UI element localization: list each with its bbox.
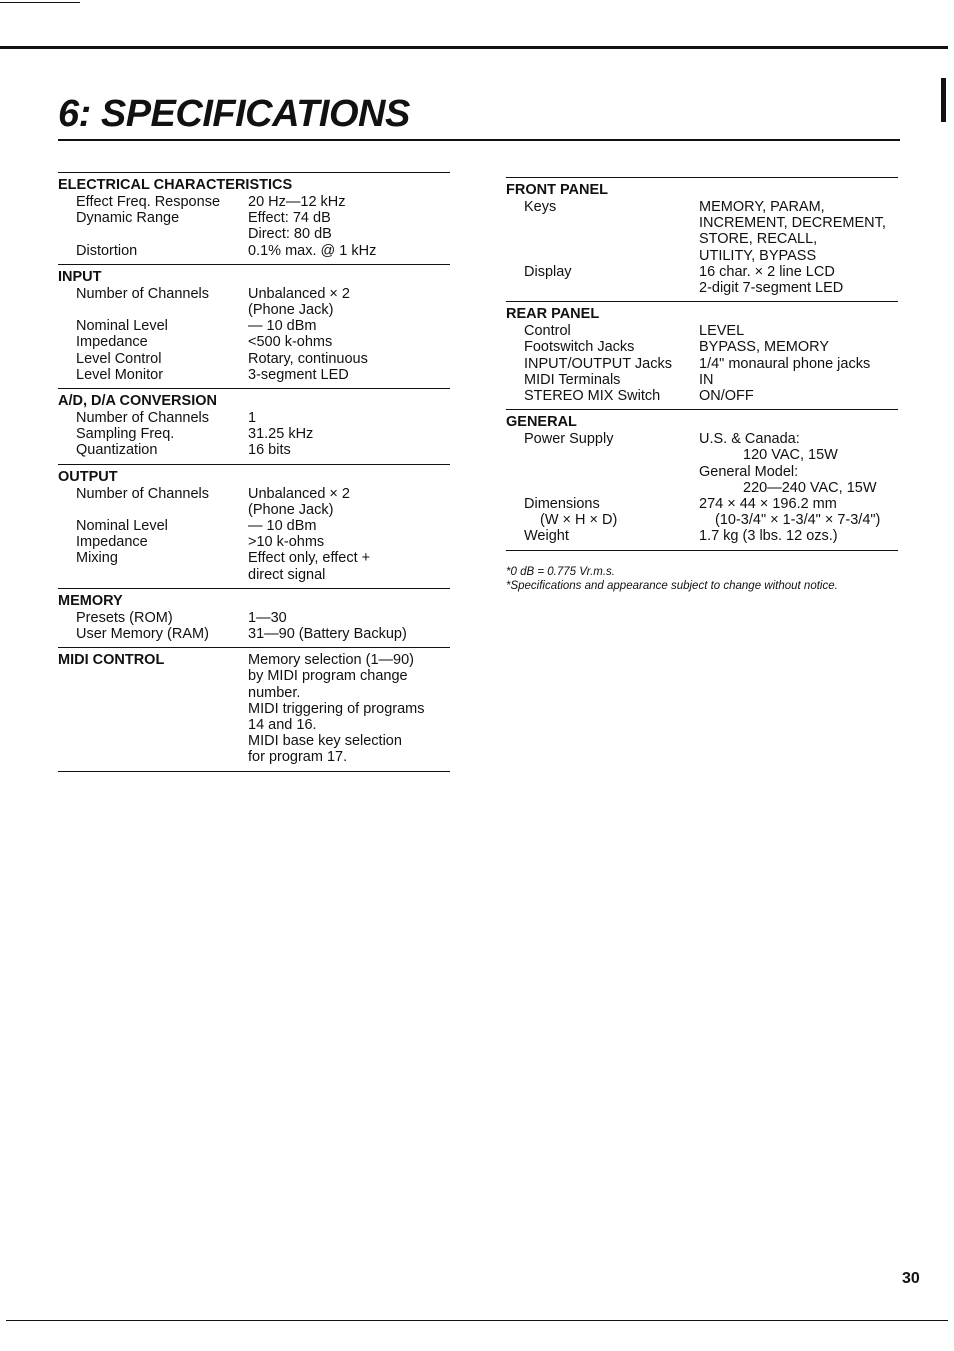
spec-label: User Memory (RAM) [76, 626, 209, 643]
spec-label: Dimensions [524, 496, 600, 513]
section-heading: GENERAL [506, 414, 577, 431]
spec-value [699, 323, 898, 339]
spec-row [506, 356, 898, 372]
spec-value-line: 31.25 kHz [248, 426, 314, 443]
spec-value-line: Effect only, effect + [248, 550, 371, 567]
spec-value [248, 318, 450, 334]
midi-control-line: MIDI triggering of programs [248, 700, 425, 717]
spec-value-line: 3-segment LED [248, 366, 349, 383]
spec-row [58, 351, 450, 367]
spec-label: Sampling Freq. [76, 426, 175, 443]
spec-label: MIDI Terminals [524, 371, 621, 388]
section-heading: MIDI CONTROL [58, 652, 165, 669]
spec-value-line: 1/4" monaural phone jacks [699, 355, 871, 372]
spec-value-line: MEMORY, PARAM, [699, 199, 825, 215]
spec-value [248, 518, 450, 534]
spec-value-line: <500 k-ohms [248, 334, 333, 351]
spec-section [58, 464, 450, 588]
spec-value-line: ON/OFF [699, 388, 754, 405]
bottom-rule [6, 1320, 948, 1321]
spec-row [506, 339, 898, 355]
spec-label: (W × H × D) [540, 512, 618, 529]
spec-row [506, 264, 898, 296]
spec-value-line: — 10 dBm [248, 318, 317, 335]
left-spec-column [58, 172, 450, 772]
spec-value [248, 410, 450, 426]
footnotes [506, 565, 838, 593]
spec-value [715, 512, 898, 528]
spec-value [248, 610, 450, 626]
spec-row [506, 199, 898, 264]
spec-value-line: — 10 dBm [248, 518, 317, 535]
spec-value-line: 2-digit 7-segment LED [699, 280, 844, 297]
page-title: 6: SPECIFICATIONS [58, 93, 410, 135]
spec-value [248, 286, 450, 318]
section-heading: ELECTRICAL CHARACTERISTICS [58, 177, 293, 193]
spec-row [58, 550, 450, 582]
spec-label: Nominal Level [76, 518, 168, 535]
midi-control-line: by MIDI program change [248, 668, 408, 685]
spec-value-line: Direct: 80 dB [248, 226, 332, 243]
top-rule [0, 46, 948, 49]
spec-row [58, 518, 450, 534]
spec-label: Number of Channels [76, 285, 209, 302]
spec-label: Number of Channels [76, 410, 209, 427]
spec-label: Nominal Level [76, 318, 168, 335]
footnote-disclaimer: *Specifications and appearance subject to change without notice. [506, 580, 838, 592]
spec-row [58, 318, 450, 334]
spec-row [58, 610, 450, 626]
spec-label: Mixing [76, 550, 118, 567]
spec-value [248, 210, 450, 242]
top-short-rule [0, 2, 80, 3]
spec-row [58, 367, 450, 383]
footnote-0db: *0 dB = 0.775 Vr.m.s. [506, 566, 615, 578]
spec-section [506, 409, 898, 550]
spec-value-line: 20 Hz—12 kHz [248, 194, 346, 210]
spec-value-line: 220—240 VAC, 15W [743, 479, 877, 496]
spec-row [58, 210, 450, 242]
spec-value [248, 367, 450, 383]
spec-label: INPUT/OUTPUT Jacks [524, 355, 672, 372]
spec-value [248, 243, 450, 259]
spec-label: Level Control [76, 350, 162, 367]
spec-value-line: General Model: [699, 463, 799, 480]
spec-value [699, 199, 898, 264]
spec-value [248, 426, 450, 442]
spec-value [699, 388, 898, 404]
spec-value-line: 31—90 (Battery Backup) [248, 626, 407, 643]
spec-label: Footswitch Jacks [524, 339, 635, 356]
section-heading: INPUT [58, 268, 102, 285]
spec-row [506, 323, 898, 339]
spec-value [248, 442, 450, 458]
spec-value [248, 626, 450, 642]
spec-row [58, 442, 450, 458]
spec-row [506, 431, 898, 496]
spec-label: Impedance [76, 334, 148, 351]
spec-value-line: U.S. & Canada: [699, 431, 800, 448]
section-heading: OUTPUT [58, 468, 118, 485]
spec-section-midi-control [58, 647, 450, 771]
spec-value-line: UTILITY, BYPASS [699, 247, 817, 264]
spec-value-line: Effect: 74 dB [248, 210, 331, 227]
spec-value [248, 486, 450, 518]
spec-value-line: direct signal [248, 566, 326, 583]
title-rule [58, 139, 900, 141]
spec-value [699, 496, 898, 512]
spec-value-line: Unbalanced × 2 [248, 485, 350, 502]
spec-value-line: 16 char. × 2 line LCD [699, 263, 835, 280]
spec-value-line: Rotary, continuous [248, 350, 368, 367]
section-heading: MEMORY [58, 592, 123, 609]
spec-value-line: 1 [248, 410, 257, 427]
spec-value [248, 334, 450, 350]
spec-label: Power Supply [524, 431, 614, 448]
spec-row [58, 486, 450, 518]
section-heading: REAR PANEL [506, 306, 600, 323]
spec-value-line: 1.7 kg (3 lbs. 12 ozs.) [699, 528, 838, 545]
spec-value-line: LEVEL [699, 323, 745, 340]
spec-value-line: IN [699, 371, 714, 388]
spec-value-line: INCREMENT, DECREMENT, [699, 215, 886, 232]
spec-section [58, 588, 450, 647]
spec-row [58, 334, 450, 350]
spec-value [248, 550, 450, 582]
spec-label: Effect Freq. Response [76, 194, 221, 210]
spec-label: Level Monitor [76, 366, 164, 383]
spec-label: Display [524, 263, 572, 280]
spec-value-line: 1—30 [248, 609, 287, 626]
spec-section [506, 177, 898, 301]
spec-row [58, 410, 450, 426]
spec-label: Control [524, 323, 571, 340]
spec-value-line: (10-3/4" × 1-3/4" × 7-3/4") [715, 512, 881, 529]
spec-label: Quantization [76, 442, 158, 459]
right-edge-mark [941, 78, 946, 122]
spec-value-line: 120 VAC, 15W [743, 447, 838, 464]
spec-row [58, 626, 450, 642]
spec-value-line: Unbalanced × 2 [248, 285, 350, 302]
spec-value-line: STORE, RECALL, [699, 231, 818, 248]
spec-row [58, 286, 450, 318]
spec-value [699, 372, 898, 388]
spec-row [506, 372, 898, 388]
spec-section [58, 172, 450, 264]
spec-value-line: 0.1% max. @ 1 kHz [248, 242, 377, 259]
spec-label: Number of Channels [76, 485, 209, 502]
right-spec-column [506, 177, 898, 551]
spec-row [506, 388, 898, 404]
spec-value [699, 528, 898, 544]
spec-value [248, 534, 450, 550]
spec-value [248, 351, 450, 367]
spec-label: Distortion [76, 242, 138, 259]
spec-label: Dynamic Range [76, 210, 180, 227]
spec-row [58, 534, 450, 550]
spec-value [699, 356, 898, 372]
spec-value-line: (Phone Jack) [248, 302, 334, 319]
spec-value [248, 194, 450, 210]
spec-value [699, 339, 898, 355]
spec-label: STEREO MIX Switch [524, 388, 661, 405]
spec-row [506, 512, 898, 528]
midi-control-line: 14 and 16. [248, 717, 317, 734]
page-number: 30 [902, 1270, 920, 1287]
spec-label: Presets (ROM) [76, 609, 173, 626]
spec-row [506, 528, 898, 544]
spec-value-line: (Phone Jack) [248, 501, 334, 518]
spec-row [58, 426, 450, 442]
spec-row [58, 194, 450, 210]
spec-value-line: >10 k-ohms [248, 534, 325, 551]
midi-control-line: number. [248, 684, 301, 701]
spec-value-line: 16 bits [248, 442, 291, 459]
midi-control-description [248, 652, 450, 765]
spec-value [699, 264, 898, 296]
spec-label: Keys [524, 199, 557, 215]
section-heading: FRONT PANEL [506, 182, 609, 198]
spec-section [506, 301, 898, 409]
spec-label: Impedance [76, 534, 148, 551]
spec-label: Weight [524, 528, 569, 545]
spec-section [58, 388, 450, 464]
spec-row [58, 243, 450, 259]
spec-value [699, 431, 898, 496]
midi-control-line: for program 17. [248, 749, 348, 766]
spec-value-line: BYPASS, MEMORY [699, 339, 829, 356]
spec-row [506, 496, 898, 512]
section-heading: A/D, D/A CONVERSION [58, 393, 217, 410]
spec-value-line: 274 × 44 × 196.2 mm [699, 496, 837, 513]
spec-section [58, 264, 450, 388]
midi-control-line: Memory selection (1—90) [248, 652, 414, 669]
midi-control-line: MIDI base key selection [248, 733, 402, 750]
